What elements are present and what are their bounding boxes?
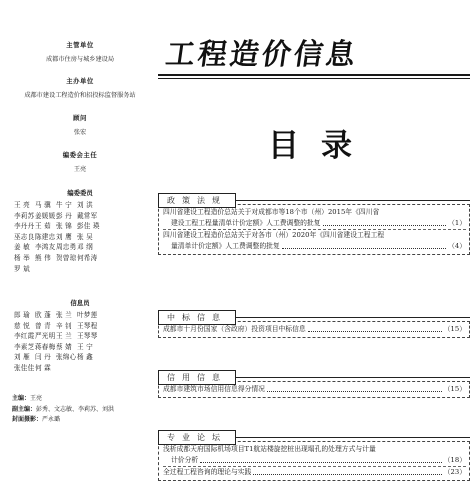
- advisor-heading: 顾问: [73, 114, 87, 122]
- credit-value: 王亮: [30, 395, 43, 402]
- entry-text: 量清单计价定额》人工费调整的批复: [171, 242, 280, 250]
- entry-text: 四川省建设工程造价总站关于对成都市等18个市（州）2015年《四川省: [163, 208, 380, 216]
- member-row: [14, 231, 156, 242]
- member-name: 巫志良: [14, 232, 35, 241]
- member-row: [14, 320, 156, 331]
- member-row: [14, 330, 156, 341]
- member-name: 张 锦: [56, 222, 72, 231]
- member-name: 戴常军: [77, 211, 98, 220]
- member-name: 杨 鑫: [77, 353, 93, 362]
- entry-text: 计价分析: [171, 456, 199, 464]
- credit-label: 封面摄影：: [12, 416, 43, 424]
- entry-line: [163, 218, 466, 229]
- member-name: 王 茹: [35, 222, 51, 231]
- credits: [12, 394, 114, 426]
- sponsor-block: [0, 40, 160, 63]
- credit-line: [12, 415, 114, 426]
- masthead-title: 工程造价信息: [163, 37, 361, 71]
- member-name: 李丹丹: [14, 222, 35, 231]
- member-name: 贺曾琼: [56, 253, 77, 262]
- member-name: 李莉苏: [14, 211, 35, 220]
- masthead-rule: [158, 74, 470, 76]
- entry-text: 成都市十月份国家（含政府）投资项目中标信息: [163, 325, 306, 333]
- toc-section: [158, 365, 470, 398]
- section-tab: 中标信息: [158, 310, 236, 325]
- toc-entry[interactable]: [163, 466, 466, 478]
- member-row: [14, 210, 156, 221]
- member-name: 辛 钊: [56, 321, 72, 330]
- member-name: 刘 鹰: [56, 232, 72, 241]
- member-name: 熊 伟: [35, 253, 51, 262]
- member-name: 彭佳 瑛: [77, 222, 100, 231]
- credit-label: 副主编：: [12, 405, 37, 413]
- member-name: 陈建忠: [35, 232, 56, 241]
- toc-entry[interactable]: [163, 444, 466, 466]
- section-entries: [158, 441, 470, 481]
- credit-line: [12, 394, 114, 405]
- director-heading: 编委会主任: [62, 151, 98, 159]
- director-block: [0, 150, 160, 173]
- member-name: 何希涛: [77, 253, 98, 262]
- member-row: [14, 220, 156, 231]
- member-name: 邓 纲: [77, 243, 93, 252]
- entry-leader-dots: [253, 474, 441, 475]
- entry-text: 建设工程工程量清单计价定额》人工费调整的批复: [171, 219, 321, 227]
- entry-leader-dots: [282, 248, 446, 249]
- member-name: 彭 丹: [56, 211, 72, 220]
- section-entries: [158, 204, 470, 255]
- advisor-name: 张宏: [73, 129, 87, 136]
- member-row: [14, 241, 156, 252]
- member-name: 何 霖: [35, 363, 51, 372]
- toc-entry[interactable]: [163, 384, 466, 395]
- section-entries: [158, 381, 470, 398]
- member-name: 张 兰: [56, 311, 72, 319]
- member-row: [14, 351, 156, 362]
- entry-text: 浅析成都天府国际机场项目T1航站楼旋挖桩出现塌孔的处理方式与计量: [163, 445, 376, 453]
- masthead-rule-thin: [158, 78, 470, 79]
- entry-text: 全过程工程咨询的理论与实践: [163, 468, 252, 476]
- section-entries: [158, 321, 470, 338]
- member-row: [14, 341, 156, 352]
- member-name: 叶梦莲: [77, 311, 98, 319]
- section-tab: 信用信息: [158, 370, 236, 385]
- member-name: 张 吴: [77, 232, 93, 241]
- entry-line: [163, 455, 466, 466]
- sponsor-heading: 主管单位: [66, 41, 94, 49]
- member-name: 刘 雁: [14, 353, 30, 362]
- entry-page-number: （4）: [448, 242, 466, 250]
- toc-title: 目录: [268, 128, 374, 164]
- sponsor-text: 成都市住房与城乡建设局: [45, 56, 115, 63]
- member-row: [14, 309, 156, 320]
- info-heading: 信息员: [70, 299, 90, 307]
- toc-section: [158, 305, 470, 338]
- entry-line: [163, 207, 466, 218]
- toc-section: [158, 188, 470, 255]
- entry-line: [163, 324, 466, 335]
- member-name: 周忠勇: [56, 243, 77, 252]
- member-name: 李红霞: [14, 332, 35, 341]
- entry-leader-dots: [308, 331, 442, 332]
- member-row: [14, 263, 156, 274]
- member-name: 王琴琴: [77, 332, 98, 341]
- masthead-sidebar: [0, 0, 160, 500]
- member-name: 张绵心: [56, 353, 77, 362]
- toc-entry[interactable]: [163, 207, 466, 229]
- section-tab-wrap: [158, 305, 470, 322]
- entry-leader-dots: [200, 462, 442, 463]
- toc-entry[interactable]: [163, 229, 466, 252]
- member-name: 曾 青: [35, 321, 51, 330]
- entry-line: [163, 444, 466, 455]
- member-name: 严光明: [35, 332, 56, 341]
- organizer-block: [0, 76, 160, 99]
- member-name: 杨 举: [14, 253, 30, 262]
- info-member-list: [14, 309, 156, 373]
- advisor-block: [0, 113, 160, 136]
- member-name: 罗 斌: [14, 264, 30, 273]
- member-name: 姜 敏: [14, 243, 30, 252]
- entry-leader-dots: [267, 391, 442, 392]
- member-name: 郎 瑜: [14, 311, 30, 319]
- entry-leader-dots: [323, 225, 447, 226]
- member-row: [14, 199, 156, 210]
- entry-page-number: （15）: [443, 385, 466, 393]
- credit-value: 彭秀、文志敏、李莉苏、刘洪: [36, 405, 115, 413]
- member-name: 李鸿友: [35, 243, 56, 252]
- toc-entry[interactable]: [163, 324, 466, 335]
- toc-section: [158, 425, 470, 481]
- editorial-heading: 编委委员: [67, 189, 93, 197]
- member-name: 欧 蓬: [35, 311, 51, 319]
- entry-page-number: （18）: [443, 456, 466, 464]
- entry-text: 成都市建筑市场信用信息得分情况: [163, 385, 265, 393]
- entry-text: 四川省建设工程造价总站关于对各市（州）2020年《四川省建设工程工程: [163, 231, 385, 239]
- organizer-heading: 主办单位: [66, 77, 94, 85]
- member-name: 马 骥: [35, 201, 51, 209]
- editorial-member-list: [14, 199, 156, 273]
- member-name: 牛 宁: [56, 201, 72, 209]
- section-tab-wrap: [158, 425, 470, 442]
- entry-page-number: （1）: [448, 219, 466, 227]
- entry-page-number: （15）: [443, 325, 466, 333]
- member-name: 慈 悦: [14, 321, 30, 330]
- section-tab-wrap: [158, 188, 470, 205]
- member-name: 王 兰: [56, 332, 72, 341]
- credit-label: 主编：: [12, 395, 31, 402]
- member-name: 蒋春梅: [35, 342, 56, 351]
- entry-line: [163, 467, 466, 478]
- credit-line: [12, 405, 114, 416]
- section-tab: 专业论坛: [158, 430, 236, 445]
- member-row: [14, 362, 156, 373]
- member-name: 姜媛媛: [35, 211, 56, 220]
- credit-value: 严永璐: [42, 416, 61, 424]
- entry-line: [163, 230, 466, 241]
- member-name: 李素芝: [14, 342, 35, 351]
- member-name: 王 宁: [77, 342, 93, 351]
- organizer-text: 成都市建设工程造价和招投标监督服务站: [24, 92, 136, 99]
- masthead: [158, 38, 470, 82]
- member-name: 王 亮: [14, 201, 30, 209]
- director-name: 王亮: [73, 166, 87, 173]
- section-tab: 政策法规: [158, 193, 236, 208]
- entry-line: [163, 241, 466, 252]
- member-name: 张佳佳: [14, 363, 35, 372]
- section-tab-wrap: [158, 365, 470, 382]
- entry-page-number: （23）: [443, 468, 466, 476]
- member-name: 蔡 婧: [56, 342, 72, 351]
- member-name: 王琴程: [77, 321, 98, 330]
- entry-line: [163, 384, 466, 395]
- member-name: 闫 丹: [35, 353, 51, 362]
- member-row: [14, 252, 156, 263]
- member-name: 刘 洪: [77, 201, 93, 209]
